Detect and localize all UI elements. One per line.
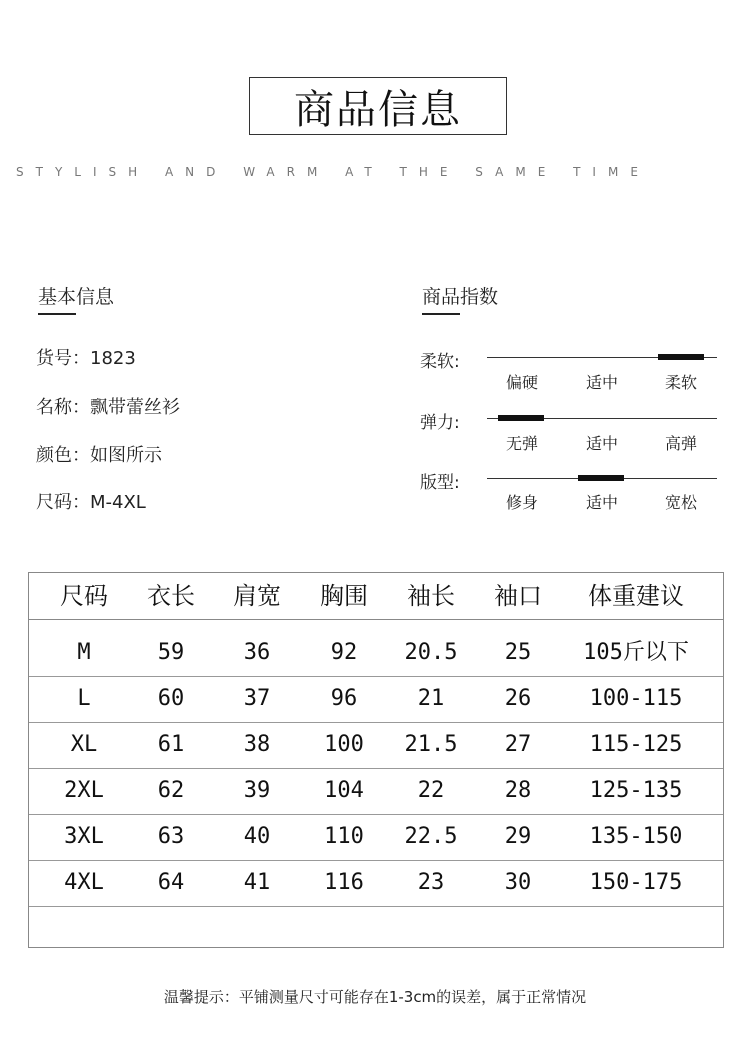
table-cell: 22 (417, 778, 445, 803)
index-option: 适中 (585, 434, 618, 453)
table-cell: 38 (243, 732, 271, 757)
table-header-cell: 袖长 (407, 582, 455, 610)
table-cell: 39 (243, 778, 271, 803)
index-marker (498, 415, 544, 421)
basic-info-underline (38, 313, 76, 315)
table-cell: 2XL (64, 778, 104, 803)
table-cell: 115-125 (589, 732, 683, 757)
table-header-cell: 尺码 (60, 582, 108, 610)
index-option: 偏硬 (505, 373, 538, 392)
index-option: 适中 (585, 493, 618, 512)
index-option: 修身 (505, 493, 538, 512)
table-row (29, 722, 723, 769)
table-cell: 61 (157, 732, 185, 757)
basic-info-item: 货号：1823 (36, 348, 136, 369)
table-row (29, 768, 723, 815)
index-option: 高弹 (664, 434, 697, 453)
table-cell: 41 (243, 870, 271, 895)
table-cell: 37 (243, 686, 271, 711)
table-cell: M (77, 640, 91, 665)
table-cell: 25 (504, 640, 532, 665)
table-cell: 64 (157, 870, 185, 895)
table-cell: 22.5 (404, 824, 458, 849)
table-header-cell: 肩宽 (233, 582, 281, 610)
measurement-note: 温馨提示：平铺测量尺寸可能存在1-3cm的误差，属于正常情况 (163, 988, 587, 1006)
table-cell: 21 (417, 686, 445, 711)
index-option: 柔软 (664, 373, 697, 392)
page-title: 商品信息 (249, 77, 507, 135)
basic-info-item: 名称：飘带蕾丝衫 (36, 397, 180, 418)
table-cell: 62 (157, 778, 185, 803)
table-row (29, 630, 723, 677)
table-cell: 100-115 (589, 686, 683, 711)
index-option: 无弹 (505, 434, 538, 453)
table-cell: L (77, 686, 91, 711)
table-cell: 105斤以下 (583, 640, 689, 665)
table-header-cell: 衣长 (147, 582, 195, 610)
table-cell: 104 (324, 778, 364, 803)
index-marker (578, 475, 624, 481)
table-cell: 100 (324, 732, 364, 757)
table-cell: 27 (504, 732, 532, 757)
index-marker (658, 354, 704, 360)
table-cell: 21.5 (404, 732, 458, 757)
basic-info-title: 基本信息 (38, 286, 115, 308)
table-cell: 28 (504, 778, 532, 803)
table-cell: 96 (330, 686, 358, 711)
table-cell: 135-150 (589, 824, 683, 849)
table-cell: 60 (157, 686, 185, 711)
index-label: 柔软: (420, 352, 460, 372)
index-option: 宽松 (664, 493, 697, 512)
table-cell: 36 (243, 640, 271, 665)
table-header-cell: 胸围 (320, 582, 368, 610)
table-cell: XL (70, 732, 98, 757)
size-table (28, 572, 724, 948)
table-row (29, 860, 723, 907)
table-header-cell: 袖口 (494, 582, 542, 610)
table-row (29, 676, 723, 723)
index-option: 适中 (585, 373, 618, 392)
table-cell: 92 (330, 640, 358, 665)
table-cell: 4XL (64, 870, 104, 895)
table-cell: 26 (504, 686, 532, 711)
product-index-title: 商品指数 (422, 286, 499, 308)
basic-info-item: 颜色：如图所示 (36, 445, 162, 466)
table-cell: 29 (504, 824, 532, 849)
table-cell: 116 (324, 870, 364, 895)
table-header-cell: 体重建议 (588, 582, 684, 610)
index-label: 版型: (420, 473, 460, 493)
basic-info-item: 尺码：M-4XL (36, 492, 146, 513)
table-header-row (29, 573, 723, 620)
index-label: 弹力: (420, 413, 460, 433)
table-cell: 63 (157, 824, 185, 849)
table-cell: 23 (417, 870, 445, 895)
table-row (29, 814, 723, 861)
table-cell: 30 (504, 870, 532, 895)
table-cell: 40 (243, 824, 271, 849)
product-index-underline (422, 313, 460, 315)
table-cell: 150-175 (589, 870, 683, 895)
table-cell: 110 (324, 824, 364, 849)
table-cell: 3XL (64, 824, 104, 849)
table-cell: 20.5 (404, 640, 458, 665)
table-cell: 59 (157, 640, 185, 665)
table-cell: 125-135 (589, 778, 683, 803)
page-subtitle: STYLISH AND WARM AT THE SAME TIME (16, 165, 650, 179)
